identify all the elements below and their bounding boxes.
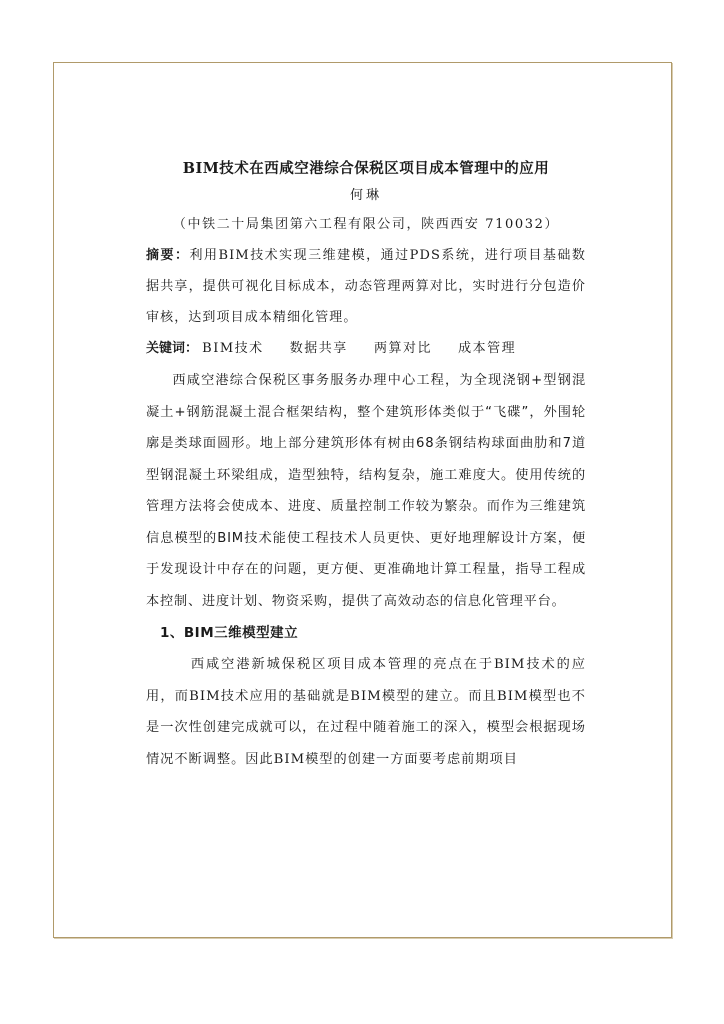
keywords-label: 关键词： bbox=[146, 341, 199, 356]
keywords bbox=[146, 333, 586, 365]
keyword-item: 数据共享 bbox=[289, 341, 348, 356]
keyword-item: 成本管理 bbox=[458, 341, 517, 356]
section-paragraph: 西咸空港新城保税区项目成本管理的亮点在于BIM技术的应用，而BIM技术应用的基础就是BIM模型的建立。而且BIM模型也不是一次性创建完成就可以，在过程中随着施工的深入，模型会根据现场情况不断调整。因此BIM模型的创建一方面要考虑前期项目 bbox=[146, 657, 586, 767]
paper-content bbox=[146, 156, 586, 775]
intro-paragraph: 西咸空港综合保税区事务服务办理中心工程，为全现浇钢+型钢混凝土+钢筋混凝土混合框架结构，整个建筑形体类似于“飞碟”，外围轮廓是类球面圆形。地上部分建筑形体有树由68条钢结构球面曲肋和7道型钢混凝土环梁组成，造型独特，结构复杂，施工难度大。使用传统的管理方法将会使成本、进度、质量控制工作较为繁杂。而作为三维建筑信息模型的BIM技术能使工程技术人员更快、更好地理解设计方案，便于发现设计中存在的问题，更方便、更准确地计算工程量，指导工程成本控制、进度计划、物资采购，提供了高效动态的信息化管理平台。 bbox=[146, 373, 586, 609]
abstract bbox=[146, 240, 586, 333]
abstract-text: 利用BIM技术实现三维建模，通过PDS系统，进行项目基础数据共享，提供可视化目标成本，动态管理两算对比，实时进行分包造价审核，达到项目成本精细化管理。 bbox=[146, 248, 586, 325]
section-heading: 1、BIM三维模型建立 bbox=[160, 625, 299, 641]
paper-author: 何琳 bbox=[349, 188, 382, 203]
paper-affiliation: （中铁二十局集团第六工程有限公司，陕西西安 710032） bbox=[172, 217, 560, 232]
keyword-item: BIM技术 bbox=[202, 341, 264, 356]
abstract-label: 摘要： bbox=[146, 248, 190, 263]
paper-title: BIM技术在西咸空港综合保税区项目成本管理中的应用 bbox=[182, 160, 550, 177]
keyword-item: 两算对比 bbox=[373, 341, 432, 356]
